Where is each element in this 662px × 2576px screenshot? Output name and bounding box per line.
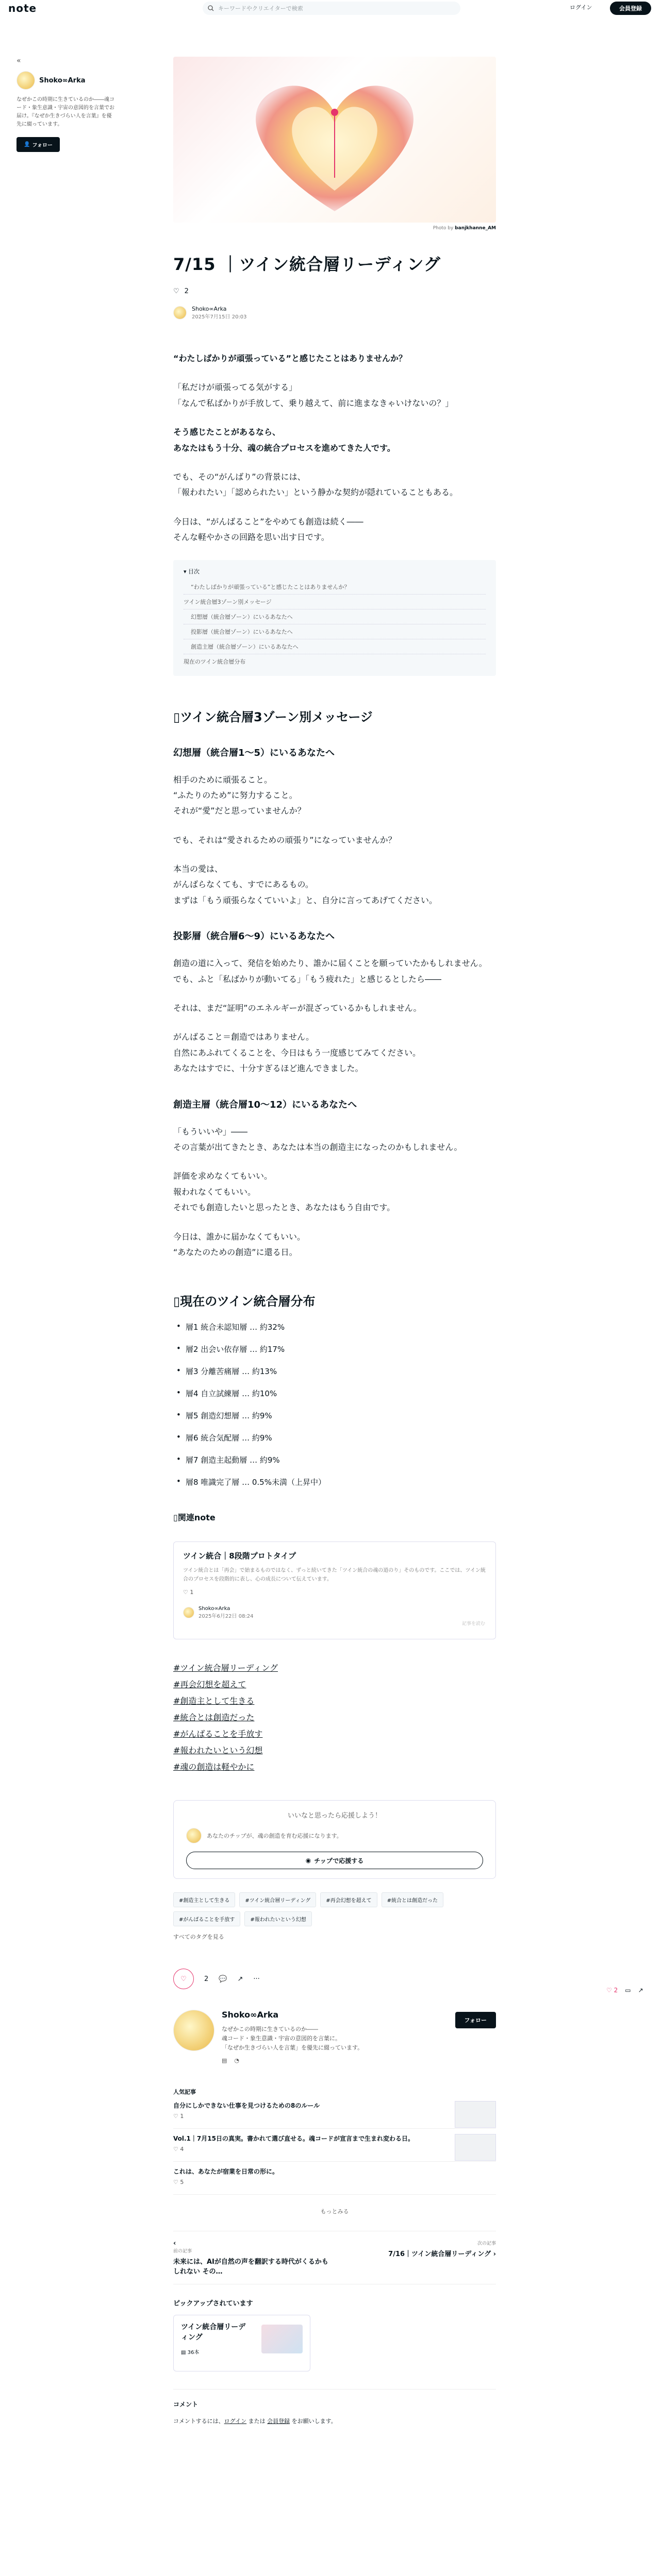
intro-para-0: “わたしばかりが頑張っている”と感じたことはありませんか？	[173, 353, 407, 363]
comment-icon[interactable]: 💬	[219, 1975, 227, 1983]
comment-section	[173, 2389, 496, 2425]
hashtag-link[interactable]: #魂の創造は軽やかに	[173, 1762, 255, 1772]
tip-button-label: チップで応援する	[314, 1857, 364, 1865]
popular-title: Vol.1｜7月15日の真実。書かれて選び直せる。魂コードが宣言まで生まれ変わる日。	[173, 2135, 414, 2143]
follow-label: フォロー	[32, 143, 53, 148]
toc-item[interactable]: ツイン統合層3ゾーン別メッセージ	[184, 595, 486, 609]
reaction-bar	[173, 1969, 496, 1989]
profile-links	[222, 2057, 496, 2064]
hashtag-link[interactable]: #ツイン統合層リーディング	[173, 1663, 278, 1673]
hashtag-link[interactable]: #再会幻想を超えて	[173, 1680, 246, 1690]
zone1-heading: 幻想層（統合層1〜5）にいるあなたへ	[173, 747, 335, 758]
float-share-icon[interactable]: ↗	[638, 1987, 643, 1994]
article-author	[173, 306, 496, 320]
intro-para-4: 今日は、“がんばること”をやめても創造は続く―― そんな軽やかさの回路を思い出す日です。	[173, 516, 363, 543]
zone2-para: がんばること＝創造ではありません。 自然にあふれてくることを、今日はもう一度感じてみてください。 あなたはすでに、十分すぎるほど進んできました。	[173, 1032, 421, 1074]
sidebar-follow-button[interactable]	[16, 137, 60, 152]
hashtag-link[interactable]: #がんばることを手放す	[173, 1729, 263, 1739]
tag-chip[interactable]: #創造主として生きる	[173, 1892, 235, 1907]
like-row	[173, 287, 496, 295]
float-comment-icon[interactable]: ▭	[625, 1987, 631, 1994]
popular-item[interactable]	[173, 2129, 496, 2162]
signup-button[interactable]: 会員登録	[610, 2, 651, 15]
section1-label: ツイン統合層3ゾーン別メッセージ	[180, 709, 373, 724]
toc-item[interactable]: 幻想層（統合層ゾーン）にいるあなたへ	[184, 609, 486, 624]
user-plus-icon: 👤	[24, 142, 30, 147]
pickup-title: ツイン統合層リーディング	[181, 2323, 246, 2342]
tag-chip[interactable]: #報われたいという幻想	[244, 1911, 311, 1926]
hashtag-link[interactable]: #報われたいという幻想	[173, 1745, 263, 1756]
popular-title: 自分にしかできない仕事を見つけるための8のルール	[173, 2102, 320, 2110]
comment-heading: コメント	[173, 2401, 198, 2409]
support-message-row	[186, 1828, 483, 1843]
related-heading-label: 関連note	[177, 1513, 216, 1523]
card-author-name: Shoko∞Arka	[198, 1606, 230, 1612]
section-heading-zones: ▯ツイン統合層3ゾーン別メッセージ	[173, 709, 373, 724]
card-date: 2025年6月22日 08:24	[198, 1614, 254, 1620]
list-item: • 層4 自立試練層 … 約10%	[186, 1388, 496, 1399]
note-logo[interactable]: note	[8, 2, 37, 14]
share-icon[interactable]: ↗	[237, 1975, 243, 1983]
popular-item[interactable]	[173, 2162, 496, 2195]
prev-article-link[interactable]: ‹ 前の記事 未来には、AIが自然の声を翻訳する時代がくるかもしれない その…	[173, 2240, 335, 2276]
table-of-contents	[173, 560, 496, 676]
photo-credit	[173, 226, 496, 231]
author-avatar-small[interactable]	[173, 306, 187, 319]
toc-heading: ▾ 目次	[184, 568, 200, 575]
section-heading-distribution: ▯現在のツイン統合層分布	[173, 1294, 316, 1309]
profile-avatar[interactable]	[173, 2010, 214, 2051]
hashtag-link[interactable]: #統合とは創造だった	[173, 1713, 255, 1723]
profile-follow-button[interactable]: フォロー	[455, 2012, 496, 2028]
toc-item[interactable]: “わたしばかりが頑張っている”と感じたことはありませんか？	[184, 580, 486, 595]
list-item: • 層7 創造主起動層 … 約9%	[186, 1454, 496, 1465]
magazine-icon[interactable]: ▤	[222, 2057, 227, 2064]
comment-note	[173, 2417, 496, 2425]
next-article-link[interactable]: 次の記事 7/16｜ツイン統合層リーディング ›	[335, 2240, 496, 2276]
next-title: 7/16｜ツイン統合層リーディング	[388, 2250, 491, 2259]
hero-image	[173, 57, 496, 223]
comment-note-post: をお願いします。	[290, 2418, 337, 2425]
popular-thumbnail	[455, 2134, 496, 2161]
comment-note-pre: コメントするには、	[173, 2418, 224, 2425]
author-profile	[173, 2010, 496, 2064]
tag-chip[interactable]: #統合とは創造だった	[382, 1892, 443, 1907]
popular-likes: ♡ 5	[173, 2179, 184, 2186]
zone3-heading: 創造主層（統合層10〜12）にいるあなたへ	[173, 1099, 357, 1110]
card-external-label: 記事を読む	[461, 1621, 485, 1627]
sidebar-author-name[interactable]: Shoko∞Arka	[39, 76, 86, 84]
support-avatar	[186, 1828, 202, 1843]
card-excerpt: ツイン統合とは「再会」で始まるものではなく、ずっと続いてきた「ツイン統合の魂の道のり」そのものです。ここでは、ツイン統合のプロセスを段階的に表し、心の成長について伝えています。	[183, 1568, 486, 1583]
distribution-list	[173, 1321, 496, 1487]
author-avatar[interactable]	[16, 71, 35, 90]
popular-articles	[173, 2088, 496, 2215]
floating-action-bar	[606, 1987, 643, 1994]
next-label: 次の記事	[477, 2241, 496, 2247]
heart-icon: ♡	[180, 1975, 187, 1983]
popular-likes: ♡ 4	[173, 2146, 184, 2153]
support-heading: いいなと思ったら応援しよう！	[287, 1812, 382, 1820]
top-header	[0, 0, 662, 16]
card-title: ツイン統合｜8段階プロトタイプ	[183, 1551, 296, 1561]
zone1-para: でも、それは“愛されるための頑張り”になっていませんか？	[173, 835, 396, 845]
tag-chips	[173, 1892, 496, 1926]
more-popular-link[interactable]: もっとみる	[320, 2208, 349, 2215]
article-title: 7/15 ｜ツイン統合層リーディング	[173, 255, 441, 274]
pickup-heading: ピックアップされています	[173, 2300, 253, 2308]
hashtag-link[interactable]: #創造主として生きる	[173, 1696, 255, 1706]
popular-heading: 人気記事	[173, 2089, 196, 2096]
float-heart-icon[interactable]: ♡ 2	[606, 1987, 618, 1994]
pickup-count: ▤ 36本	[181, 2350, 200, 2356]
tag-chip[interactable]: #ツイン統合層リーディング	[239, 1892, 316, 1907]
see-all-tags-link[interactable]: すべてのタグを見る	[173, 1934, 224, 1941]
zone3-para: 「もういいや」―― その言葉が出てきたとき、あなたは本当の創造主になったのかもしれません。	[173, 1126, 462, 1152]
zone2-heading: 投影層（統合層6〜9）にいるあなたへ	[173, 931, 335, 942]
related-heading: ▯関連note	[173, 1513, 216, 1523]
list-item: • 層2 出会い依存層 … 約17%	[186, 1344, 496, 1354]
zone1-para: 相手のために頑張ること。 “ふたりのため”に努力すること。 それが“愛”だと思っていませんか？	[173, 774, 306, 816]
support-message: あなたのチップが、魂の創造を育む応援になります。	[207, 1833, 342, 1840]
list-item: • 層8 唯識完了層 … 0.5%未満（上昇中）	[186, 1477, 496, 1487]
pickup-magazine-card[interactable]	[173, 2315, 310, 2371]
profile-bio: なぜかこの時期に生きているのか―― 魂コード・象生意識・宇宙の意図的を言葉に。 「なぜか生きづらい人を言葉」を優先に綴っています。	[222, 2026, 363, 2051]
zone3-para: 今日は、誰かに届かなくてもいい。 “あなたのための創造”に還る日。	[173, 1231, 306, 1257]
profile-name[interactable]: Shoko∞Arka	[222, 2010, 279, 2020]
tag-chip[interactable]: #がんばることを手放す	[173, 1911, 240, 1926]
hashtag-links	[173, 1660, 496, 1775]
credit-prefix: Photo by	[433, 226, 454, 231]
pickup-thumbnail	[261, 2325, 303, 2353]
zone3-para: 評価を求めなくてもいい。 報われなくてもいい。 それでも創造したいと思ったとき、あなたはもう自由です。	[173, 1171, 395, 1213]
author-sidebar	[16, 57, 114, 152]
related-note-card[interactable]	[173, 1541, 496, 1639]
comment-note-mid: または	[246, 2418, 268, 2425]
popular-like-count: 5	[180, 2179, 184, 2186]
article-body	[173, 351, 496, 1775]
coin-icon: ◉	[305, 1857, 311, 1865]
card-likes: ♡ 1	[183, 1589, 194, 1596]
card-avatar	[183, 1607, 194, 1618]
credit-name[interactable]: banjkhanne_AM	[455, 226, 496, 231]
rss-icon[interactable]: ◔	[234, 2057, 240, 2064]
zone2-para: 創造の道に入って、発信を始めたり、誰かに届くことを願っていたかもしれません。 でも、ふと「私ばかりが動いてる」「もう疲れた」と感じるとしたら――	[173, 958, 487, 984]
card-author	[183, 1606, 486, 1619]
intro-para-3: でも、その“がんばり”の背景には、 「報われたい」「認められたい」という静かな契約が隠れていることもある。	[173, 471, 458, 498]
zone2-para: それは、まだ“証明”のエネルギーが混ざっているかもしれません。	[173, 1003, 422, 1013]
prev-label: 前の記事	[173, 2249, 192, 2255]
article-main	[173, 57, 496, 2425]
search-bar[interactable]	[203, 2, 460, 15]
popular-like-count: 4	[180, 2146, 184, 2153]
author-name[interactable]: Shoko∞Arka	[192, 306, 227, 312]
zone1-para: 本当の愛は、 がんばらなくても、すでにあるもの。 まずは「もう頑張らなくていいよ」と、自分に言ってあげてください。	[173, 864, 438, 905]
popular-title: これは、あなたが宿業を日常の形に。	[173, 2168, 279, 2176]
publish-date: 2025年7月15日 20:03	[192, 314, 247, 320]
collapse-sidebar-icon[interactable]: «	[16, 57, 21, 65]
search-placeholder: キーワードやクリエイターで検索	[218, 5, 303, 12]
list-item: • 層6 統合気配層 … 約9%	[186, 1432, 496, 1443]
like-count: 2	[184, 287, 189, 295]
like-button[interactable]	[173, 1969, 194, 1989]
popular-likes: ♡ 1	[173, 2113, 184, 2120]
section2-label: 現在のツイン統合層分布	[180, 1294, 316, 1309]
reaction-like-count: 2	[204, 1975, 209, 1983]
tag-chip[interactable]: #再会幻想を超えて	[320, 1892, 377, 1907]
sidebar-bio: なぜかこの時期に生きているのか――魂コード・象生意識・宇宙の意図的を言葉でお届け。『なぜか生きづらい人を言葉』を優先に綴っています。	[16, 97, 114, 127]
intro-para-2: そう感じたことがあるなら、 あなたはもう十分、魂の統合プロセスを進めてきた人です。	[173, 427, 395, 453]
comment-signup-link[interactable]: 会員登録	[267, 2418, 290, 2425]
comment-login-link[interactable]: ログイン	[224, 2418, 247, 2425]
login-link[interactable]: ログイン	[570, 4, 592, 11]
popular-thumbnail	[455, 2101, 496, 2128]
intro-para-1: 「私だけが頑張ってる気がする」 「なんで私ばかりが手放して、乗り越えて、前に進まなきゃいけないの？」	[173, 382, 454, 408]
toc-heading-label: 目次	[188, 568, 200, 575]
toc-item[interactable]: 現在のツイン統合層分布	[184, 658, 246, 665]
list-item: • 層5 創造幻想層 … 約9%	[186, 1410, 496, 1421]
article-nav	[173, 2231, 496, 2284]
popular-like-count: 1	[180, 2113, 184, 2120]
list-item: • 層3 分離苦痛層 … 約13%	[186, 1366, 496, 1377]
float-like-count: 2	[614, 1987, 618, 1994]
popular-item[interactable]	[173, 2096, 496, 2129]
prev-title: 未来には、AIが自然の声を翻訳する時代がくるかもしれない その…	[173, 2258, 328, 2276]
list-item: • 層1 統合未認知層 … 約32%	[186, 1321, 496, 1332]
search-icon	[208, 5, 214, 11]
support-box	[173, 1800, 496, 1879]
heart-artwork	[173, 57, 496, 223]
toc-item[interactable]: 投影層（統合層ゾーン）にいるあなたへ	[184, 624, 486, 639]
tip-button[interactable]	[186, 1852, 483, 1869]
pickup-count-value: 36本	[187, 2350, 200, 2356]
more-icon[interactable]: ···	[253, 1975, 260, 1983]
card-like-count: 1	[190, 1589, 194, 1596]
heart-icon[interactable]: ♡	[173, 287, 179, 295]
toc-item[interactable]: 創造主層（統合層ゾーン）にいるあなたへ	[184, 639, 486, 654]
